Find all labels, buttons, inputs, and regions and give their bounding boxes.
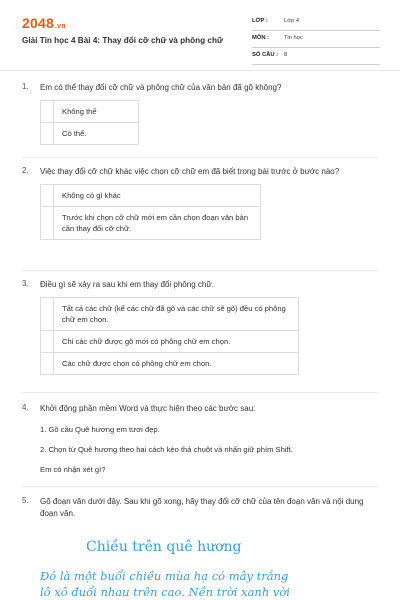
option-marker [40,331,53,353]
meta-value: Tin học [284,35,303,41]
meta-label: MÔN : [252,35,270,41]
header [0,0,400,71]
divider [22,392,378,393]
option-marker [40,100,53,123]
options-list [40,184,382,240]
option-marker [40,353,53,375]
options-list [40,100,382,145]
option[interactable] [40,297,382,331]
option-text: Có thể. [53,123,139,145]
meta-row-count [252,50,380,65]
question-text: Gõ đoạn văn dưới đây. Sau khi gõ xong, hãy thay đổi cỡ chữ của tên đoạn văn và nội dung đoạn văn. [40,497,364,518]
page-title: Giải Tin học 4 Bài 4: Thay đổi cỡ chữ và phông chữ [22,36,223,45]
option-marker [40,184,53,207]
logo-suffix: .vn [54,23,66,30]
divider [22,270,378,271]
logo-text: 2048 [22,15,54,31]
question-1 [22,82,382,145]
meta-table [252,16,380,67]
step-text: 2. Chọn từ Quê hương theo hai cách kéo thả chuột và nhấn giữ phím Shift. [40,445,293,454]
meta-label: SỐ CÂU : [252,52,279,58]
option[interactable] [40,207,382,240]
meta-row-subject [252,33,380,48]
option[interactable] [40,100,382,123]
divider [22,157,378,158]
option-marker [40,207,53,240]
question-3 [22,279,382,375]
question-text: Điều gì sẽ xảy ra sau khi em thay đổi phông chữ. [40,280,214,289]
option-text: Không có gì khác [53,184,261,207]
option-text: Trước khi chọn cỡ chữ mới em cần chọn đoạn văn bản cần thay đổi cỡ chữ. [53,207,261,240]
options-list [40,297,382,375]
option-text: Tất cả các chữ (kể các chữ đã gõ và các chữ sẽ gõ) đều có phông chữ em chọn. [53,297,299,331]
question-4 [22,403,382,475]
question-number: 2. [22,166,29,175]
option-text: Không thể [53,100,139,123]
option[interactable] [40,184,382,207]
option[interactable] [40,353,382,375]
question-number: 3. [22,279,29,288]
option-marker [40,297,53,331]
question-5 [22,496,382,520]
meta-value: Lớp 4 [284,18,300,24]
option-text: Các chữ được chọn có phông chữ em chọn. [53,353,299,375]
question-number: 1. [22,82,29,91]
meta-label: LỚP : [252,18,268,24]
step-text: Em có nhận xét gì? [40,465,106,474]
question-text: Khởi động phần mềm Word và thực hiện theo các bước sau: [40,404,256,413]
divider [22,486,378,487]
poem-line: Đó là một buổi chiều mùa hạ có mây trắng [40,569,289,583]
question-2 [22,166,382,240]
meta-row-class [252,16,380,31]
option[interactable] [40,331,382,353]
meta-value: 8 [284,52,288,58]
option-marker [40,123,53,145]
option[interactable] [40,123,382,145]
poem-title: Chiều trên quê hương [86,539,242,555]
site-logo[interactable] [22,15,66,31]
step-text: 1. Gõ câu Quê hương em tươi đẹp. [40,425,160,434]
question-text: Việc thay đổi cỡ chữ khác việc chọn cỡ chữ em đã biết trong bài trước ở bước nào? [40,167,340,176]
question-number: 5. [22,496,29,505]
poem-line: lô xô đuổi nhau trên cao. Nền trời xanh vời [40,585,290,599]
question-text: Em có thể thay đổi cỡ chữ và phông chữ của văn bản đã gõ không? [40,83,282,92]
question-number: 4. [22,403,29,412]
option-text: Chỉ các chữ được gõ mới có phông chữ em chọn. [53,331,299,353]
